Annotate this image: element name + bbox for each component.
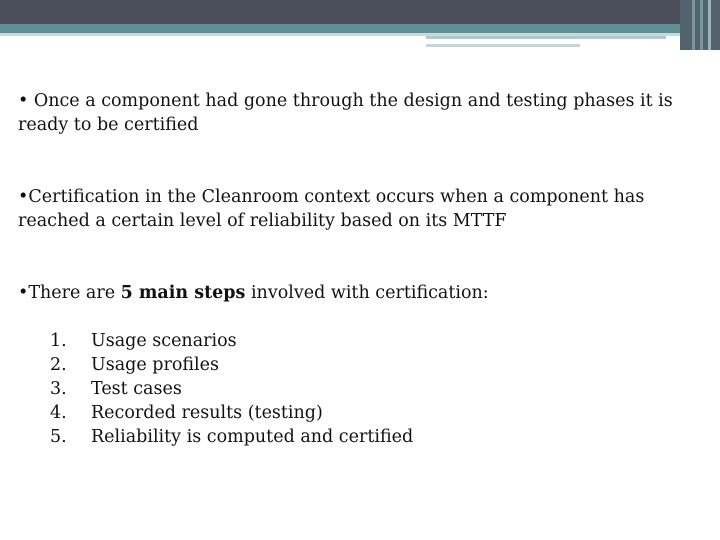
header-corner-stripe [708, 0, 711, 50]
bullet-marker: • [18, 91, 29, 111]
header-dark-stripe [0, 0, 720, 24]
bullet-paragraph [18, 185, 716, 233]
step-label: Recorded results (testing) [91, 403, 323, 423]
header-corner-stripe [700, 0, 703, 50]
header-accent-bar [426, 36, 666, 39]
step-label: Usage scenarios [91, 331, 237, 351]
header-teal-stripe [0, 24, 720, 33]
step-label: Reliability is computed and certified [91, 427, 414, 447]
bullet-marker: • [18, 283, 29, 303]
bullet-paragraph [18, 89, 716, 137]
bullet-paragraph [18, 281, 716, 305]
step-label: Test cases [91, 379, 182, 399]
step-number: 2. [50, 355, 67, 375]
step-number: 1. [50, 331, 67, 351]
bullet-emphasis: 5 main steps [120, 283, 246, 303]
step-number: 5. [50, 427, 67, 447]
step-number: 4. [50, 403, 67, 423]
header-accent-bar [426, 44, 580, 47]
bullet-text: Certification in the Cleanroom context occurs when a component has reached a certain level of reliability based on its MTTF [18, 187, 645, 231]
header-corner-stripe [692, 0, 695, 50]
step-number: 3. [50, 379, 67, 399]
step-label: Usage profiles [91, 355, 219, 375]
bullet-text: involved with certification: [245, 283, 489, 303]
bullet-marker: • [18, 187, 29, 207]
bullet-text: There are [28, 283, 121, 303]
bullet-text: Once a component had gone through the design and testing phases it is ready to be certified [18, 91, 673, 135]
